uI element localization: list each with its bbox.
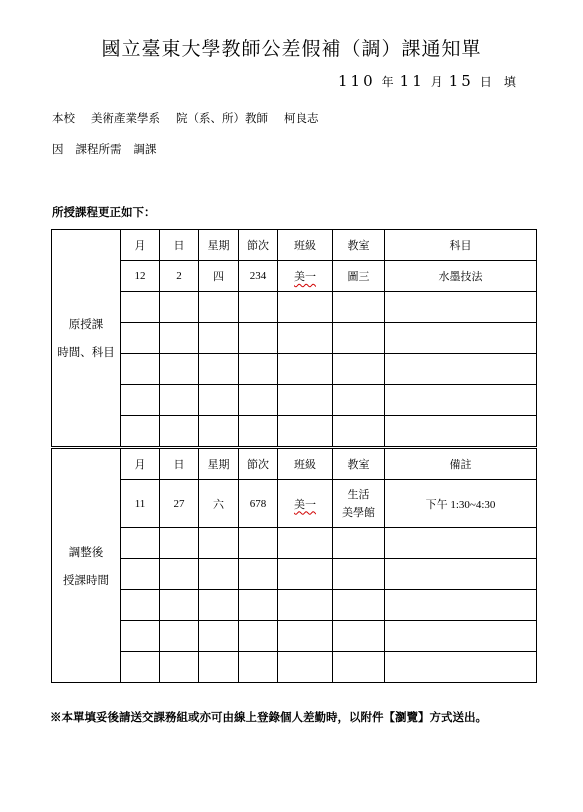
original-month: 12 <box>121 261 160 292</box>
header-day: 日 <box>160 448 199 480</box>
header-period: 節次 <box>239 448 278 480</box>
page-title: 國立臺東大學教師公差假補（調）課通知單 <box>101 38 482 60</box>
adjusted-room <box>333 480 385 528</box>
original-class: 美一 <box>278 261 333 292</box>
date-year: 110 <box>338 72 376 90</box>
header-weekday: 星期 <box>199 230 239 261</box>
adjusted-label-line2: 授課時間 <box>63 572 109 587</box>
header-subject: 科目 <box>385 230 537 261</box>
table-row <box>52 528 537 559</box>
date-month: 11 <box>399 72 425 90</box>
header-month: 月 <box>121 448 160 480</box>
table-row <box>52 354 537 385</box>
header-period: 節次 <box>239 230 278 261</box>
adjusted-room-line2: 美學館 <box>342 506 375 519</box>
unit-label: 院（系、所）教師 <box>176 111 268 125</box>
original-weekday: 四 <box>199 261 239 292</box>
date-month-unit: 月 <box>430 75 443 89</box>
date-suffix: 填 <box>503 75 516 89</box>
action-text: 調課 <box>133 142 157 156</box>
teacher-name: 柯良志 <box>284 111 319 125</box>
header-class: 班級 <box>278 448 333 480</box>
header-room: 教室 <box>333 230 385 261</box>
table-row <box>52 292 537 323</box>
reason-line <box>52 141 169 157</box>
table-row <box>52 590 537 621</box>
original-period: 234 <box>239 261 278 292</box>
adjusted-class: 美一 <box>278 480 333 528</box>
section-heading: 所授課程更正如下： <box>52 205 156 219</box>
header-month: 月 <box>121 230 160 261</box>
header-remark: 備註 <box>385 448 537 480</box>
schedule-table <box>51 229 537 683</box>
adjusted-room-line1: 生活 <box>347 488 370 501</box>
table-row <box>52 261 537 292</box>
date-day: 15 <box>448 72 474 90</box>
table-row <box>52 621 537 652</box>
reason-text: 課程所需 <box>75 142 122 156</box>
adjusted-weekday: 六 <box>199 480 239 528</box>
original-section-label <box>52 230 121 448</box>
table-row <box>52 559 537 590</box>
table-row <box>52 652 537 683</box>
school-label: 本校 <box>52 111 75 125</box>
original-subject: 水墨技法 <box>385 261 537 292</box>
footer-note: ※本單填妥後請送交課務組或亦可由線上登錄個人差勤時，以附件【瀏覽】方式送出。 <box>50 710 487 724</box>
header-weekday: 星期 <box>199 448 239 480</box>
reason-label: 因 <box>52 142 64 156</box>
department-name: 美術產業學系 <box>91 111 160 125</box>
header-room: 教室 <box>333 448 385 480</box>
adjusted-month: 11 <box>121 480 160 528</box>
adjusted-day: 27 <box>160 480 199 528</box>
adjusted-section-label <box>52 448 121 683</box>
date-day-unit: 日 <box>479 75 492 89</box>
original-room: 圖三 <box>333 261 385 292</box>
fill-date <box>338 72 522 90</box>
adjusted-period: 678 <box>239 480 278 528</box>
header-day: 日 <box>160 230 199 261</box>
date-year-unit: 年 <box>381 75 394 89</box>
original-label-line2: 時間、科目 <box>57 345 115 359</box>
table-row <box>52 385 537 416</box>
header-class: 班級 <box>278 230 333 261</box>
adjusted-label-line1: 調整後 <box>68 544 104 559</box>
adjusted-remark: 下午 1:30~4:30 <box>385 480 537 528</box>
original-day: 2 <box>160 261 199 292</box>
teacher-info-line <box>52 110 335 126</box>
original-label-line1: 原授課 <box>68 317 104 331</box>
table-row <box>52 416 537 448</box>
table-row <box>52 480 537 528</box>
table-row <box>52 323 537 354</box>
